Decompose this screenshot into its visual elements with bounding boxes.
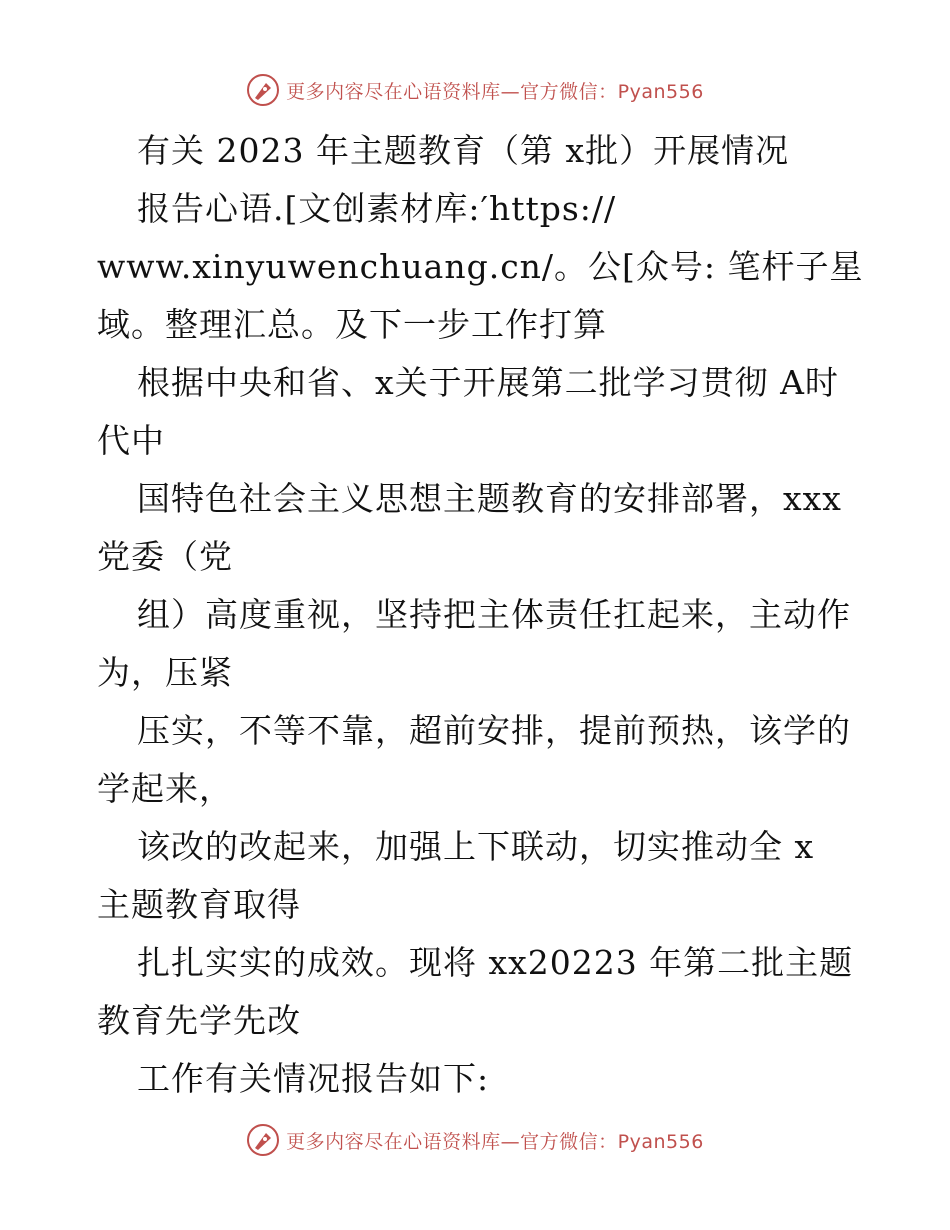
document-line: 压实，不等不靠，超前安排，提前预热，该学的 (137, 711, 851, 750)
document-line: 工作有关情况报告如下: (137, 1059, 490, 1098)
banner-text: 更多内容尽在心语资料库—官方微信：Pyan556 (286, 1130, 704, 1153)
document-line: 该改的改起来，加强上下联动，切实推动全 x (137, 827, 815, 866)
document-line: 域。整理汇总。及下一步工作打算 (97, 305, 607, 344)
document-line: 有关 2023 年主题教育（第 x批）开展情况 (137, 131, 790, 170)
footer-banner (0, 1120, 950, 1160)
banner-text: 更多内容尽在心语资料库—官方微信：Pyan556 (286, 80, 704, 103)
document-line: 报告心语.[文创素材库:′https:// (137, 189, 617, 228)
document-body (97, 122, 864, 1108)
document-line: 根据中央和省、x关于开展第二批学习贯彻 A时 (137, 363, 839, 402)
document-line: 教育先学先改 (97, 1001, 301, 1040)
document-line: www.xinyuwenchuang.cn/。公[众号: 笔杆子星 (97, 247, 864, 286)
header-banner (0, 70, 950, 110)
document-line: 主题教育取得 (97, 885, 301, 924)
document-line: 学起来， (97, 769, 233, 808)
document-line: 代中 (97, 421, 165, 460)
pen-nib-logo-icon (246, 73, 280, 107)
document-line: 国特色社会主义思想主题教育的安排部署，xxx (137, 479, 842, 518)
document-line: 党委（党 (97, 537, 233, 576)
document-line: 扎扎实实的成效。现将 xx20223 年第二批主题 (137, 943, 854, 982)
document-line: 组）高度重视，坚持把主体责任扛起来，主动作 (137, 595, 851, 634)
document-line: 为，压紧 (97, 653, 233, 692)
pen-nib-logo-icon (246, 1123, 280, 1157)
